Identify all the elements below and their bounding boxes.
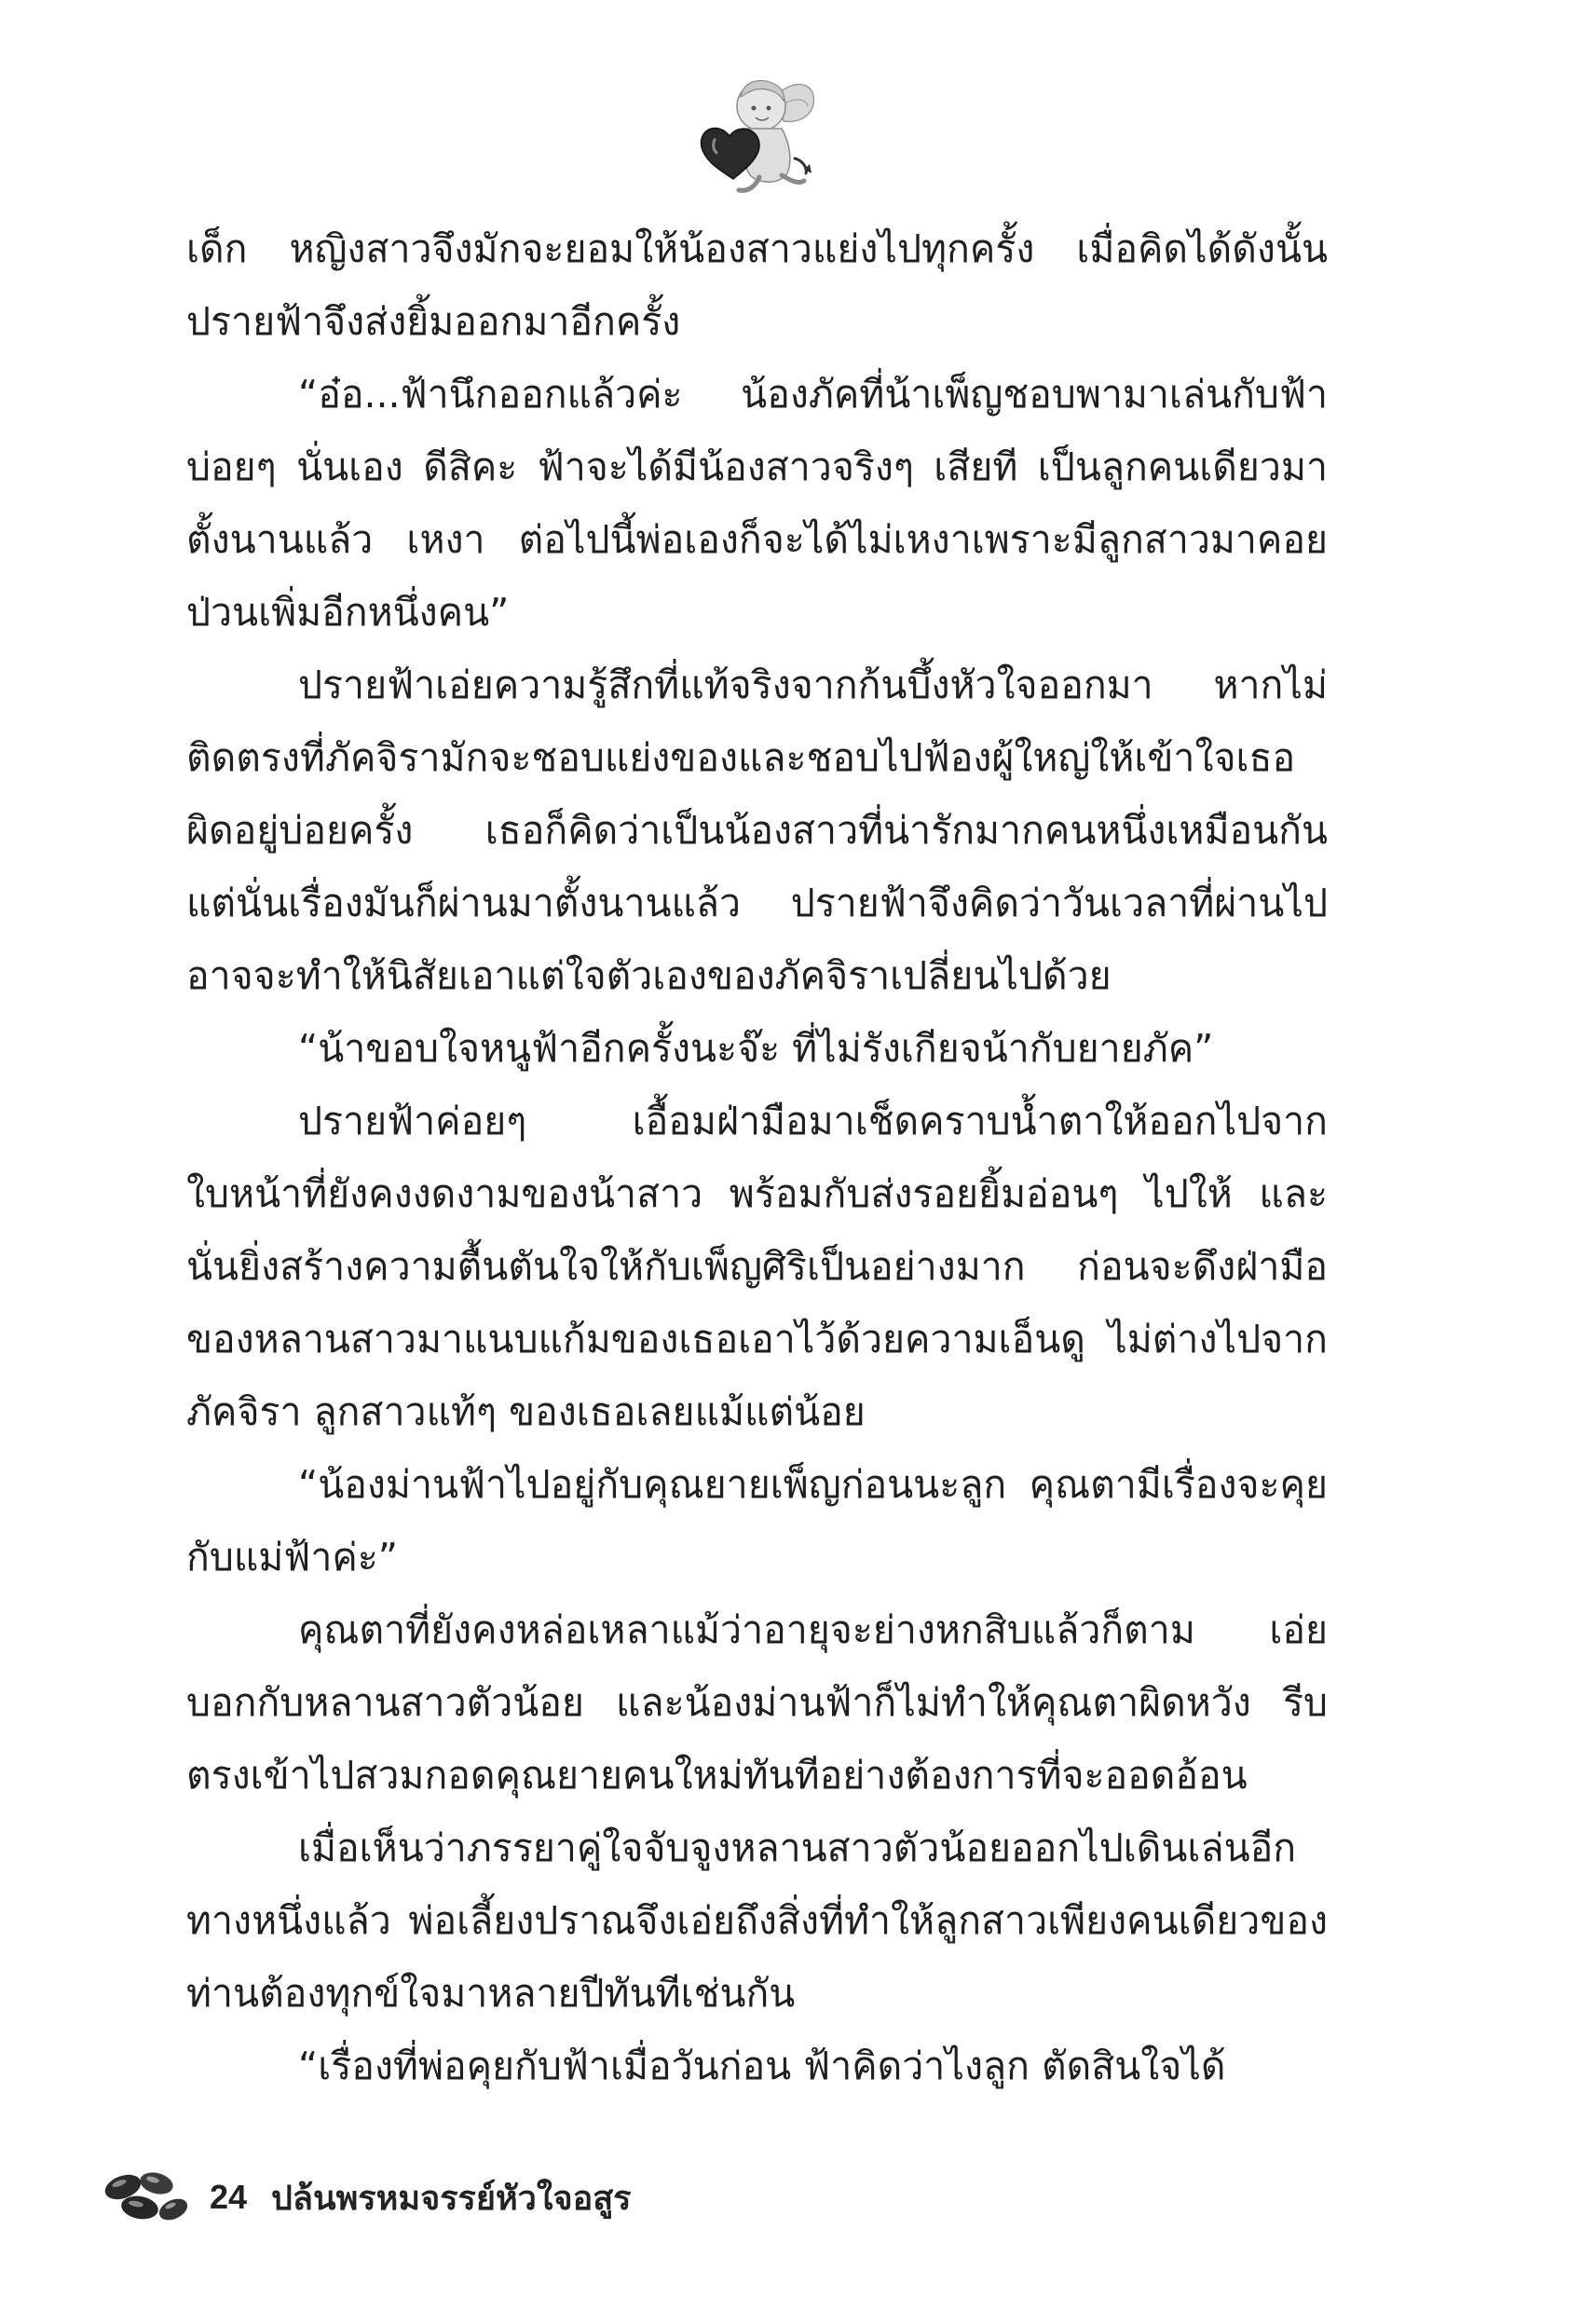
- page-number: 24: [210, 2178, 248, 2216]
- paragraph: “น้องม่านฟ้าไปอยู่กับคุณยายเพ็ญก่อนนะลูก คุณตามีเรื่องจะคุยกับแม่ฟ้าค่ะ”: [186, 1462, 1328, 1579]
- paragraph: “น้าขอบใจหนูฟ้าอีกครั้งนะจ๊ะ ที่ไม่รังเกียจน้ากับยายภัค”: [298, 1026, 1214, 1071]
- paragraph: “อ๋อ...ฟ้านึกออกแล้วค่ะ น้องภัคที่น้าเพ็ญชอบพามาเล่นกับฟ้าบ่อยๆ นั่นเอง ดีสิคะ ฟ้าจะได้มีน้องสาวจริงๆ เสียที เป็นลูกคนเดียวมาตั้งนานแล้ว เหงา ต่อไปนี้พ่อเองก็จะได้ไม่เหงาเพราะมีลูกสาวมาคอยป่วนเพิ่มอีกหนึ่งคน”: [186, 372, 1328, 635]
- cupid-heart-icon: [694, 67, 820, 198]
- paragraph: ปรายฟ้าเอ่ยความรู้สึกที่แท้จริงจากก้นบึ้งหัวใจออกมา หากไม่ติดตรงที่ภัคจิรามักจะชอบแย่งของและชอบไปฟ้องผู้ใหญ่ให้เข้าใจเธอผิดอยู่บ่อยครั้ง เธอก็คิดว่าเป็นน้องสาวที่น่ารักมากคนหนึ่งเหมือนกัน แต่นั่นเรื่องมันก็ผ่านมาตั้งนานแล้ว ปรายฟ้าจึงคิดว่าวันเวลาที่ผ่านไปอาจจะทำให้นิสัยเอาแต่ใจตัวเองของภัคจิราเปลี่ยนไปด้วย: [186, 663, 1328, 998]
- body-text: [186, 212, 1328, 2102]
- paragraph: เมื่อเห็นว่าภรรยาคู่ใจจับจูงหลานสาวตัวน้อยออกไปเดินเล่นอีกทางหนึ่งแล้ว พ่อเลี้ยงปราณจึงเอ่ยถึงสิ่งที่ทำให้ลูกสาวเพียงคนเดียวของท่านต้องทุกข์ใจมาหลายปีทันทีเช่นกัน: [186, 1826, 1328, 2016]
- paragraph: “เรื่องที่พ่อคุยกับฟ้าเมื่อวันก่อน ฟ้าคิดว่าไงลูก ตัดสินใจได้: [298, 2044, 1226, 2088]
- paragraph: ปรายฟ้าค่อยๆ เอื้อมฝ่ามือมาเช็ดคราบน้ำตาให้ออกไปจากใบหน้าที่ยังคงงดงามของน้าสาว พร้อมกับส่งรอยยิ้มอ่อนๆ ไปให้ และนั่นยิ่งสร้างความตื้นตันใจให้กับเพ็ญศิริเป็นอย่างมาก ก่อนจะดึงฝ่ามือของหลานสาวมาแนบแก้มของเธอเอาไว้ด้วยความเอ็นดู ไม่ต่างไปจากภัคจิรา ลูกสาวแท้ๆ ของเธอเลยแม้แต่น้อย: [186, 1099, 1328, 1434]
- seeds-icon: [102, 2167, 191, 2228]
- paragraph: คุณตาที่ยังคงหล่อเหลาแม้ว่าอายุจะย่างหกสิบแล้วก็ตาม เอ่ยบอกกับหลานสาวตัวน้อย และน้องม่านฟ้าก็ไม่ทำให้คุณตาผิดหวัง รีบตรงเข้าไปสวมกอดคุณยายคนใหม่ทันทีอย่างต้องการที่จะออดอ้อน: [186, 1607, 1328, 1798]
- book-title: ปล้นพรหมจรรย์หัวใจอสูร: [271, 2179, 632, 2218]
- paragraph: เด็ก หญิงสาวจึงมักจะยอมให้น้องสาวแย่งไปทุกครั้ง เมื่อคิดได้ดังนั้น ปรายฟ้าจึงส่งยิ้มออกมาอีกครั้ง: [186, 226, 1328, 344]
- page-footer: [102, 2160, 632, 2235]
